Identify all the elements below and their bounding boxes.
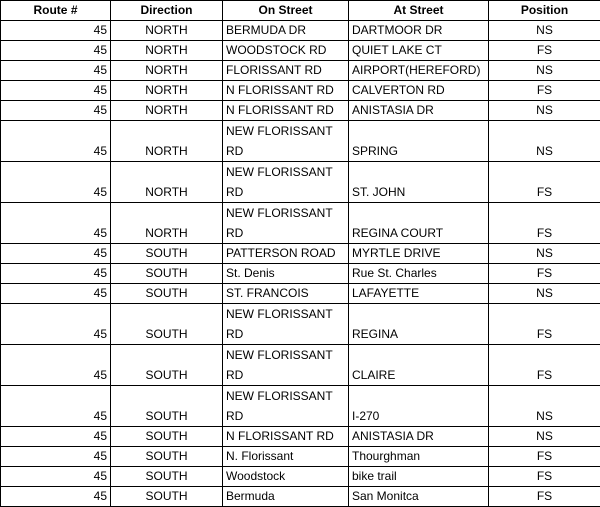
cell-direction: SOUTH [111,386,223,427]
cell-route: 45 [1,121,111,162]
cell-route: 45 [1,264,111,284]
cell-position: NS [489,21,600,41]
cell-on-street: PATTERSON ROAD [223,244,349,264]
cell-route: 45 [1,81,111,101]
cell-route: 45 [1,61,111,81]
cell-route: 45 [1,162,111,203]
cell-on-street: NEW FLORISSANT RD [223,162,349,203]
cell-on-street: NEW FLORISSANT RD [223,386,349,427]
table-row [1,304,600,345]
header-position: Position [489,1,600,21]
cell-direction: NORTH [111,101,223,121]
cell-position: FS [489,487,600,507]
cell-position: NS [489,284,600,304]
cell-position: FS [489,304,600,345]
cell-direction: SOUTH [111,304,223,345]
cell-position: FS [489,81,600,101]
cell-direction: SOUTH [111,467,223,487]
cell-route: 45 [1,101,111,121]
cell-position: FS [489,467,600,487]
cell-at-street: REGINA COURT [349,203,489,244]
cell-direction: SOUTH [111,487,223,507]
cell-on-street: NEW FLORISSANT RD [223,203,349,244]
cell-position: NS [489,244,600,264]
table-row [1,21,600,41]
cell-on-street: NEW FLORISSANT RD [223,304,349,345]
table-row [1,81,600,101]
cell-at-street: bike trail [349,467,489,487]
cell-at-street: San Monitca [349,487,489,507]
cell-at-street: ST. JOHN [349,162,489,203]
cell-route: 45 [1,203,111,244]
table-row [1,41,600,61]
cell-on-street: N FLORISSANT RD [223,81,349,101]
cell-direction: SOUTH [111,447,223,467]
cell-route: 45 [1,304,111,345]
header-direction: Direction [111,1,223,21]
cell-on-street: Woodstock [223,467,349,487]
cell-route: 45 [1,447,111,467]
cell-at-street: REGINA [349,304,489,345]
cell-route: 45 [1,244,111,264]
cell-position: NS [489,121,600,162]
cell-at-street: DARTMOOR DR [349,21,489,41]
cell-at-street: Thourghman [349,447,489,467]
cell-direction: NORTH [111,61,223,81]
table-row [1,345,600,386]
table-row [1,203,600,244]
cell-direction: SOUTH [111,284,223,304]
cell-at-street: ANISTASIA DR [349,101,489,121]
table-body [1,21,600,507]
cell-on-street: ST. FRANCOIS [223,284,349,304]
cell-on-street: FLORISSANT RD [223,61,349,81]
cell-position: FS [489,264,600,284]
table-row [1,101,600,121]
cell-position: FS [489,41,600,61]
header-at-street: At Street [349,1,489,21]
cell-position: FS [489,345,600,386]
cell-route: 45 [1,284,111,304]
cell-direction: NORTH [111,81,223,101]
cell-at-street: CLAIRE [349,345,489,386]
cell-on-street: NEW FLORISSANT RD [223,121,349,162]
cell-route: 45 [1,487,111,507]
cell-route: 45 [1,345,111,386]
cell-route: 45 [1,41,111,61]
table-row [1,121,600,162]
cell-direction: SOUTH [111,244,223,264]
cell-on-street: NEW FLORISSANT RD [223,345,349,386]
cell-direction: NORTH [111,162,223,203]
cell-direction: NORTH [111,41,223,61]
cell-direction: NORTH [111,203,223,244]
table-row [1,386,600,427]
table-row [1,447,600,467]
cell-on-street: N FLORISSANT RD [223,427,349,447]
cell-position: FS [489,162,600,203]
cell-route: 45 [1,467,111,487]
cell-direction: NORTH [111,121,223,162]
table-row [1,284,600,304]
cell-route: 45 [1,386,111,427]
cell-at-street: MYRTLE DRIVE [349,244,489,264]
table-row [1,467,600,487]
table-row [1,61,600,81]
cell-position: FS [489,203,600,244]
cell-direction: SOUTH [111,345,223,386]
cell-on-street: St. Denis [223,264,349,284]
table-row [1,487,600,507]
cell-at-street: Rue St. Charles [349,264,489,284]
cell-on-street: N. Florissant [223,447,349,467]
header-row [1,1,600,21]
cell-at-street: AIRPORT(HEREFORD) [349,61,489,81]
table-row [1,162,600,203]
cell-direction: SOUTH [111,427,223,447]
cell-at-street: SPRING [349,121,489,162]
cell-on-street: N FLORISSANT RD [223,101,349,121]
cell-on-street: Bermuda [223,487,349,507]
table-row [1,264,600,284]
cell-at-street: ANISTASIA DR [349,427,489,447]
cell-direction: SOUTH [111,264,223,284]
cell-position: NS [489,101,600,121]
cell-position: NS [489,386,600,427]
cell-at-street: LAFAYETTE [349,284,489,304]
cell-at-street: I-270 [349,386,489,427]
table-row [1,244,600,264]
header-on-street: On Street [223,1,349,21]
cell-at-street: QUIET LAKE CT [349,41,489,61]
cell-route: 45 [1,427,111,447]
cell-at-street: CALVERTON RD [349,81,489,101]
cell-position: NS [489,61,600,81]
cell-position: FS [489,447,600,467]
cell-on-street: WOODSTOCK RD [223,41,349,61]
cell-position: NS [489,427,600,447]
cell-route: 45 [1,21,111,41]
table-row [1,427,600,447]
cell-direction: NORTH [111,21,223,41]
cell-on-street: BERMUDA DR [223,21,349,41]
header-route: Route # [1,1,111,21]
